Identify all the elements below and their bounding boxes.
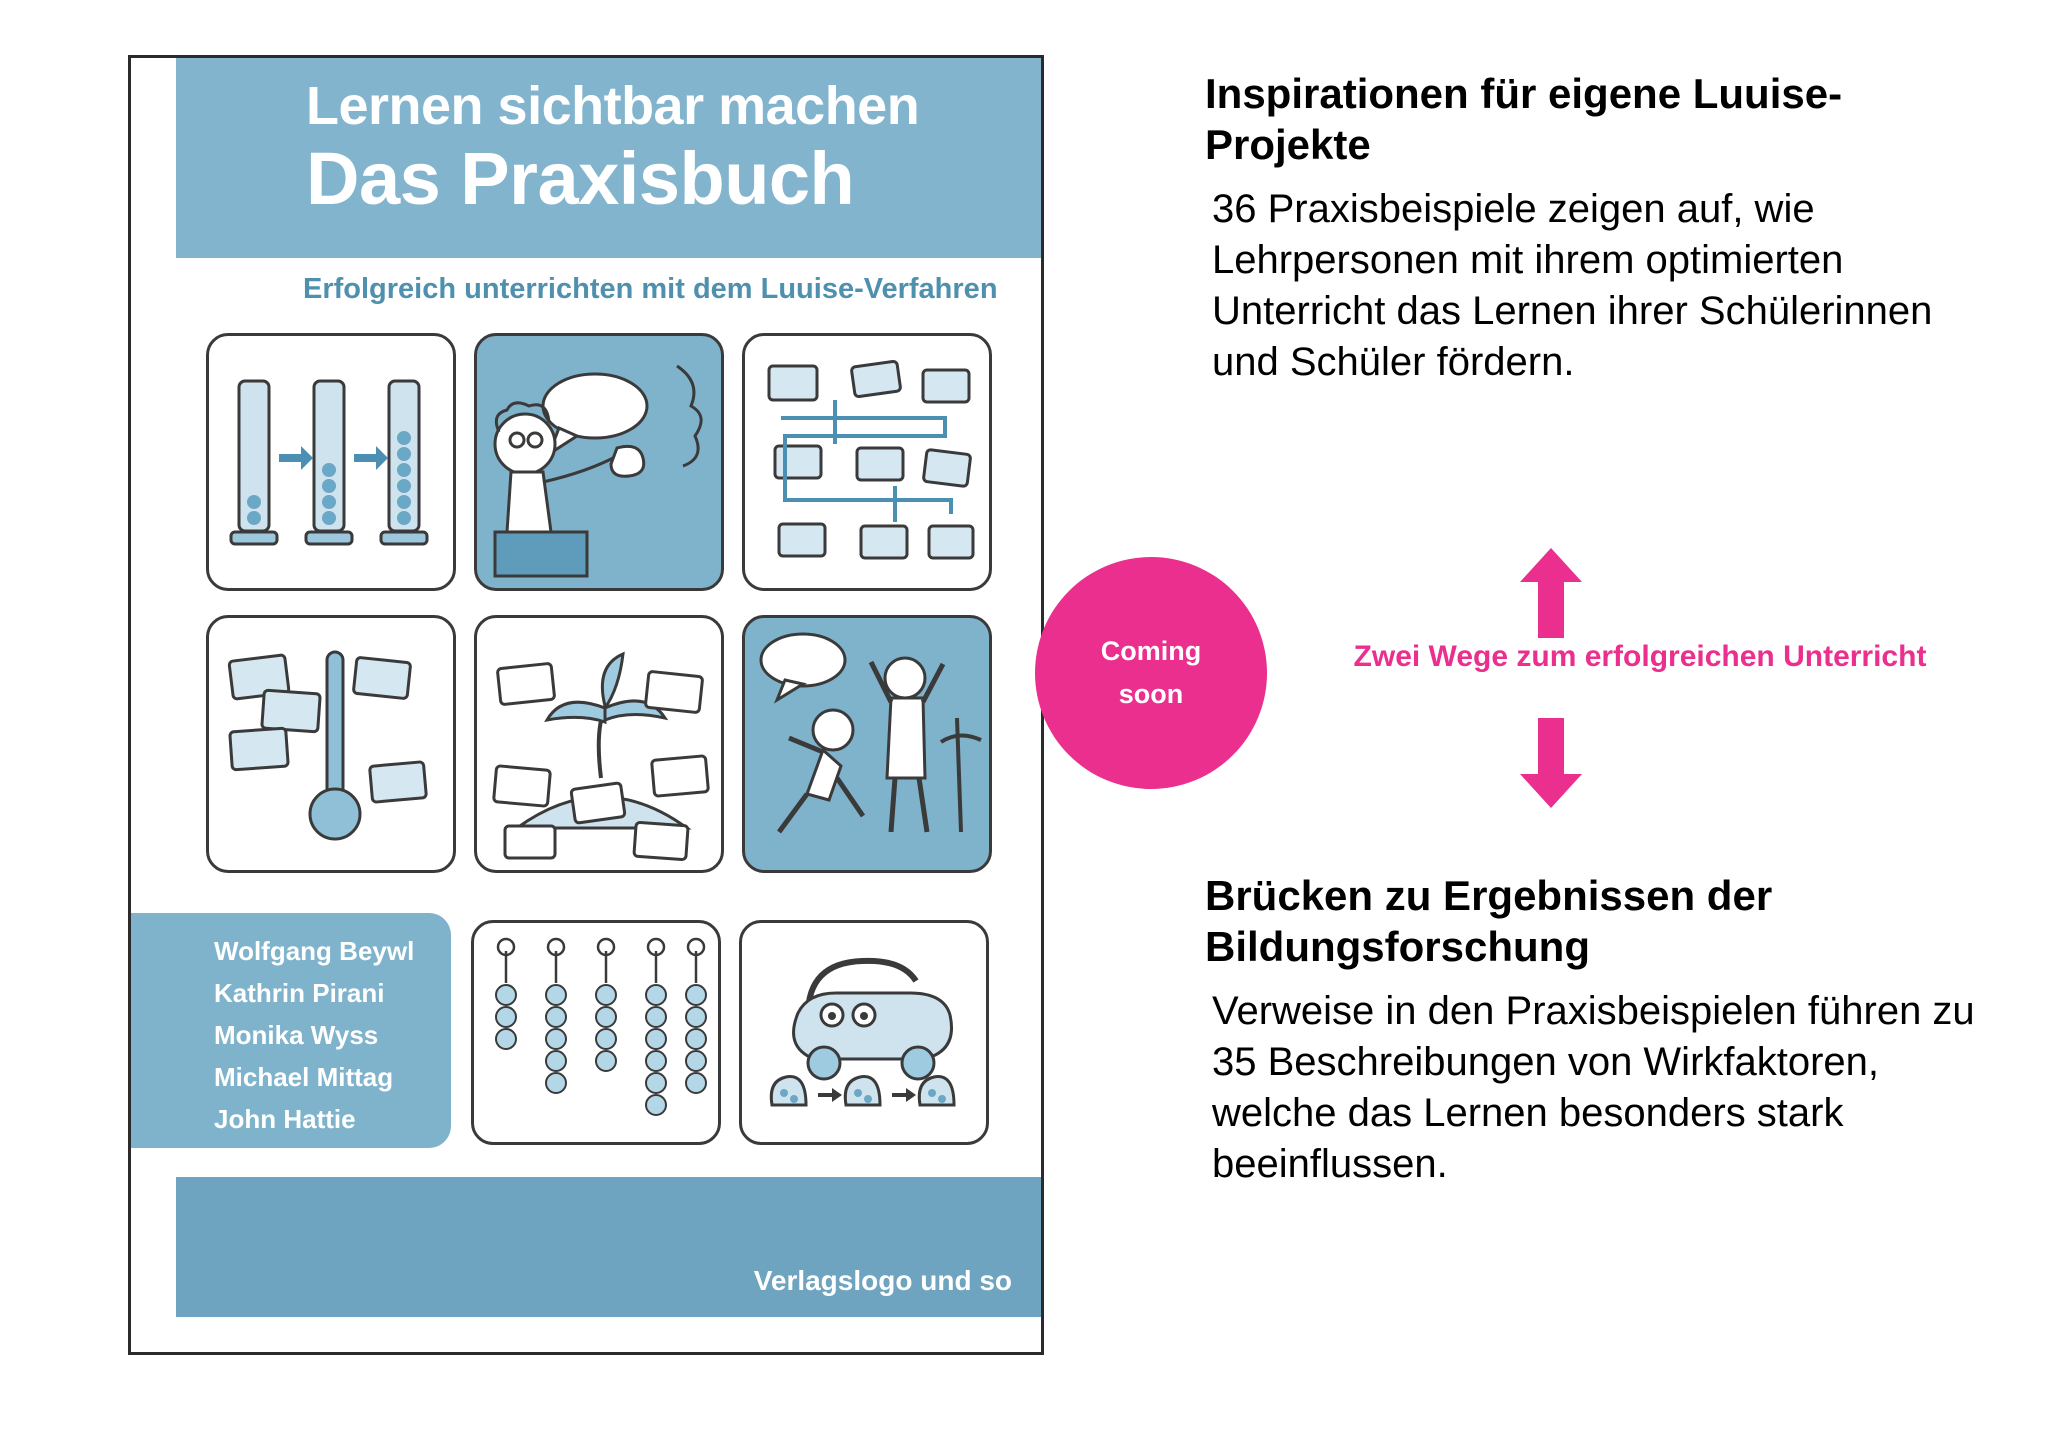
bridges-heading: Brücken zu Ergebnissen der Bildungsforschung (1205, 872, 1773, 971)
publisher-band (176, 1177, 1044, 1317)
two-ways-label: Zwei Wege zum erfolgreichen Unterricht (1353, 640, 1927, 673)
cover-icon-grid (206, 333, 996, 878)
measuring-cylinders-illustration (206, 333, 456, 591)
authors-band (131, 913, 451, 1148)
coming-soon-line-1: Coming (1100, 636, 1202, 666)
author-name: Monika Wyss (214, 1020, 379, 1050)
running-people-illustration (742, 615, 992, 873)
cover-subtitle: Erfolgreich unterrichten mit dem Luuise-Verfahren (303, 273, 998, 305)
maze-path-illustration (742, 333, 992, 591)
publisher-logo-placeholder: Verlagslogo und so (753, 1265, 1012, 1296)
author-name: John Hattie (214, 1104, 356, 1134)
author-name: Michael Mittag (214, 1062, 394, 1092)
book-cover (128, 55, 1044, 1355)
arrow-down-icon (1520, 718, 1582, 808)
author-name: Wolfgang Beywl (214, 936, 415, 966)
bead-chains-illustration (471, 920, 721, 1145)
inspiration-heading: Inspirationen für eigene Luuise-Projekte (1205, 70, 1843, 169)
arrow-up-icon (1520, 548, 1582, 638)
thermometer-cards-illustration (206, 615, 456, 873)
bridges-block (1205, 870, 1990, 1190)
teacher-speaking-illustration (474, 333, 724, 591)
inspiration-block (1205, 68, 1990, 388)
author-name: Kathrin Pirani (214, 978, 385, 1008)
cover-title-line-2: Das Praxisbuch (306, 137, 855, 220)
vacuum-cleaner-illustration (739, 920, 989, 1145)
coming-soon-line-2: soon (1118, 679, 1184, 709)
bridges-text: Verweise in den Praxisbeispielen führen zu 35 Beschreibungen von Wirkfaktoren, welche das Lernen besonders stark beeinflussen. (1212, 989, 1975, 1186)
inspiration-text: 36 Praxisbeispiele zeigen auf, wie Lehrpersonen mit ihrem optimierten Unterricht das Lernen ihrer Schülerinnen und Schüler fördern. (1212, 187, 1933, 384)
island-palm-illustration (474, 615, 724, 873)
cover-title-line-1: Lernen sichtbar machen (306, 76, 920, 136)
coming-soon-badge (1035, 557, 1267, 789)
